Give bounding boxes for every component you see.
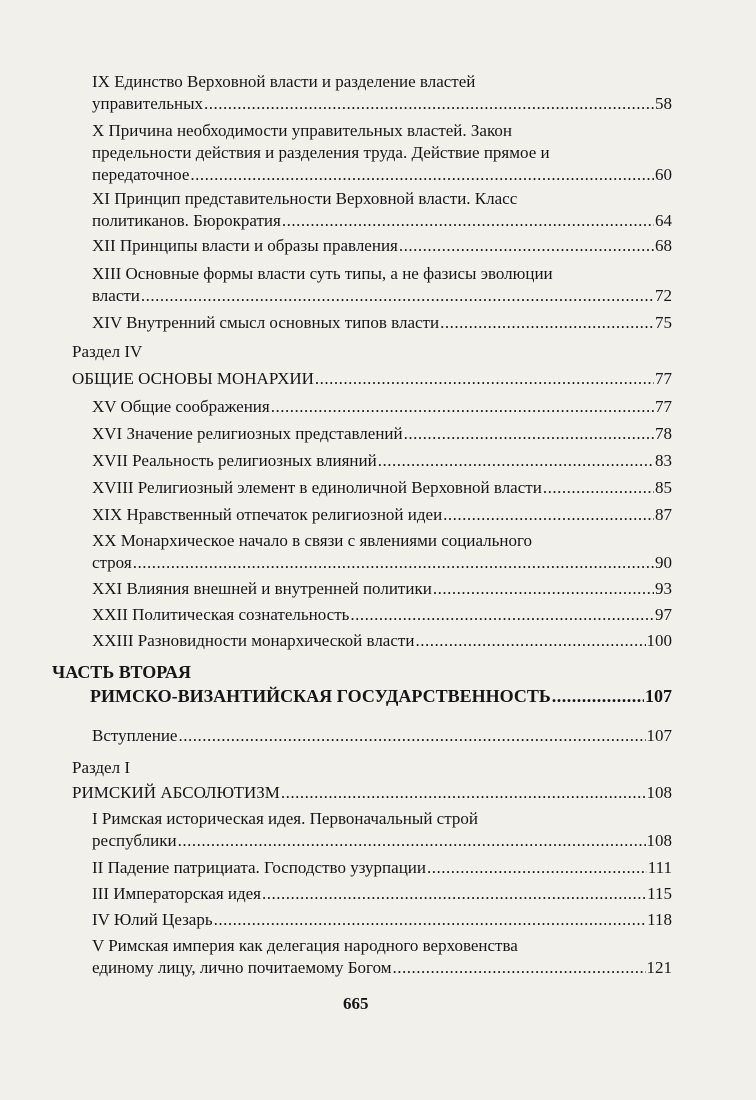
toc-entry-text: Вступление: [92, 726, 178, 745]
toc-entry-text: V Римская империя как делегация народного верховенства: [92, 936, 518, 955]
part-title-entry[interactable]: [90, 685, 672, 707]
leader-dots: [133, 552, 654, 574]
toc-entry-text: XIV Внутренний смысл основных типов власти: [92, 313, 440, 332]
section-title: ОБЩИЕ ОСНОВЫ МОНАРХИИ: [72, 369, 314, 388]
page-number: 68: [655, 236, 672, 255]
toc-entry-ix[interactable]: [92, 71, 672, 115]
leader-dots: [271, 396, 654, 418]
section-label: Раздел IV: [72, 342, 143, 361]
page-number: 58: [655, 94, 672, 113]
leader-dots: [378, 450, 654, 472]
toc-entry-iv[interactable]: [92, 909, 672, 931]
section-title-entry[interactable]: [72, 782, 672, 804]
page-number: 77: [655, 369, 672, 388]
page-number: 121: [646, 958, 672, 977]
toc-entry-text: политиканов. Бюрократия: [92, 211, 281, 230]
page-number: 85: [655, 478, 672, 497]
toc-entry-xii[interactable]: [92, 235, 672, 257]
page-number: 115: [647, 884, 672, 903]
toc-entry-text: XVI Значение религиозных представлений: [92, 424, 403, 443]
toc-entry-text: передаточное: [92, 165, 190, 184]
toc-entry-xxiii[interactable]: [92, 630, 672, 652]
toc-entry-text: управительных: [92, 94, 203, 113]
page-number: 78: [655, 424, 672, 443]
toc-entry-text: XVII Реальность религиозных влияний: [92, 451, 377, 470]
leader-dots: [404, 423, 654, 445]
leader-dots: [204, 93, 654, 115]
toc-entry-text: XXI Влияния внешней и внутренней политики: [92, 579, 432, 598]
toc-entry-text: XII Принципы власти и образы правления: [92, 236, 398, 255]
toc-entry-xi[interactable]: [92, 188, 672, 232]
toc-entry-xiv[interactable]: [92, 312, 672, 334]
toc-entry-xiii[interactable]: [92, 263, 672, 307]
toc-entry-xx[interactable]: [92, 530, 672, 574]
toc-entry-text: XIX Нравственный отпечаток религиозной идеи: [92, 505, 443, 524]
page-number: 107: [645, 686, 672, 706]
toc-entry-x[interactable]: [92, 120, 672, 186]
section-title-entry[interactable]: [72, 368, 672, 390]
toc-entry-xxi[interactable]: [92, 578, 672, 600]
toc-entry-text: IV Юлий Цезарь: [92, 910, 213, 929]
toc-entry-text: XXIII Разновидности монархической власти: [92, 631, 415, 650]
toc-entry-text: единому лицу, лично почитаемому Богом: [92, 958, 392, 977]
leader-dots: [543, 477, 654, 499]
section-label: Раздел I: [72, 758, 130, 777]
page-number: 90: [655, 553, 672, 572]
leader-dots: [178, 830, 646, 852]
toc-entry-text: строя: [92, 553, 132, 572]
toc-entry-text: XV Общие соображения: [92, 397, 270, 416]
leader-dots: [141, 285, 654, 307]
toc-entry-text: XVIII Религиозный элемент в единоличной Верховной власти: [92, 478, 542, 497]
page-number: 60: [655, 165, 672, 184]
toc-entry-text: IX Единство Верховной власти и разделение властей: [92, 72, 476, 91]
leader-dots: [315, 368, 654, 390]
page-number: 83: [655, 451, 672, 470]
toc-entry-text: XIII Основные формы власти суть типы, а не фазисы эволюции: [92, 264, 553, 283]
toc-entry-xxii[interactable]: [92, 604, 672, 626]
page-number: 64: [655, 211, 672, 230]
page-number: 87: [655, 505, 672, 524]
section-title: РИМСКИЙ АБСОЛЮТИЗМ: [72, 783, 280, 802]
toc-entry-xvi[interactable]: [92, 423, 672, 445]
leader-dots: [552, 685, 644, 707]
toc-entry-xviii[interactable]: [92, 477, 672, 499]
leader-dots: [433, 578, 654, 600]
page-number: 72: [655, 286, 672, 305]
toc-entry-text: II Падение патрициата. Господство узурпации: [92, 858, 426, 877]
toc-entry-ii[interactable]: [92, 857, 672, 879]
toc-entry-iii[interactable]: [92, 883, 672, 905]
leader-dots: [399, 235, 654, 257]
part-label: ЧАСТЬ ВТОРАЯ: [52, 662, 191, 682]
toc-entry-text: республики: [92, 831, 177, 850]
leader-dots: [262, 883, 646, 905]
page-folio: 665: [343, 994, 369, 1013]
page-number: 93: [655, 579, 672, 598]
page-number: 108: [646, 783, 672, 802]
toc-entry-text: XI Принцип представительности Верховной власти. Класс: [92, 189, 518, 208]
page-number: 97: [655, 605, 672, 624]
toc-entry-i[interactable]: [92, 808, 672, 852]
page-number: 100: [646, 631, 672, 650]
page-number: 108: [646, 831, 672, 850]
leader-dots: [443, 504, 654, 526]
leader-dots: [427, 857, 647, 879]
toc-entry-text: XX Монархическое начало в связи с явлениями социального: [92, 531, 533, 550]
leader-dots: [190, 164, 654, 186]
toc-entry-xv[interactable]: [92, 396, 672, 418]
leader-dots: [415, 630, 645, 652]
leader-dots: [350, 604, 654, 626]
page-number: 111: [647, 858, 672, 877]
leader-dots: [282, 210, 654, 232]
toc-entry-v[interactable]: [92, 935, 672, 979]
toc-entry-intro[interactable]: [92, 725, 672, 747]
page-number: 77: [655, 397, 672, 416]
toc-entry-text: X Причина необходимости управительных властей. Закон: [92, 121, 512, 140]
toc-entry-text: XXII Политическая сознательность: [92, 605, 350, 624]
part-title: РИМСКО-ВИЗАНТИЙСКАЯ ГОСУДАРСТВЕННОСТЬ: [90, 686, 551, 706]
leader-dots: [214, 909, 647, 931]
page-number: 118: [647, 910, 672, 929]
page-number: 107: [646, 726, 672, 745]
leader-dots: [281, 782, 646, 804]
leader-dots: [178, 725, 645, 747]
toc-entry-text: предельности действия и разделения труда. Действие прямое и: [92, 143, 550, 162]
leader-dots: [440, 312, 654, 334]
toc-entry-text: I Римская историческая идея. Первоначальный строй: [92, 809, 478, 828]
toc-entry-xvii[interactable]: [92, 450, 672, 472]
leader-dots: [393, 957, 646, 979]
toc-entry-text: III Императорская идея: [92, 884, 261, 903]
toc-entry-xix[interactable]: [92, 504, 672, 526]
toc-entry-text: власти: [92, 286, 140, 305]
page-number: 75: [655, 313, 672, 332]
